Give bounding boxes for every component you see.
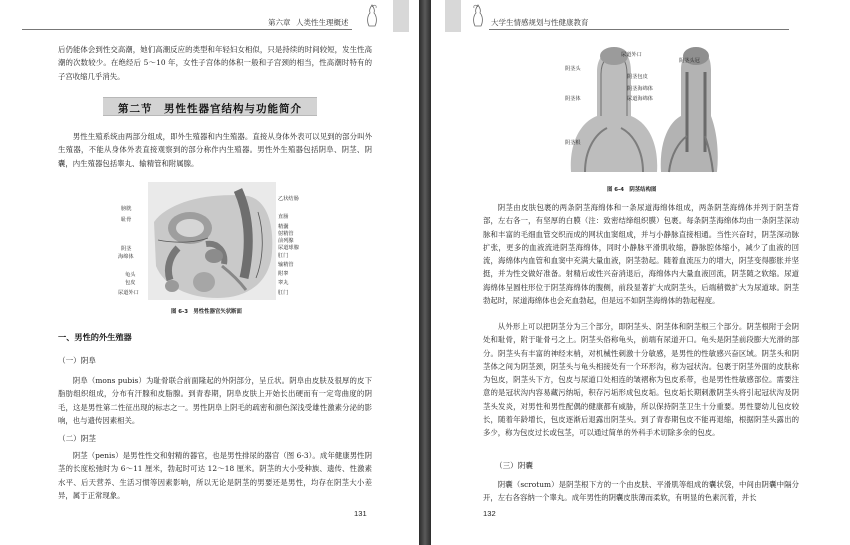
figure-label: 射精管 bbox=[278, 231, 294, 237]
figure-label: 尿道外口 bbox=[118, 290, 139, 296]
page-number: 132 bbox=[483, 509, 496, 518]
left-page bbox=[0, 0, 419, 545]
figure-label: 阴茎海绵体 bbox=[627, 86, 653, 92]
vase-icon bbox=[364, 4, 380, 30]
figure-label: 直肠 bbox=[278, 214, 289, 220]
right-page-header bbox=[431, 0, 850, 32]
figure-label: 阴茎头冠 bbox=[679, 58, 700, 64]
book-gutter bbox=[419, 0, 431, 545]
figure-label: 附睾 bbox=[278, 271, 289, 277]
left-page-header bbox=[0, 0, 419, 32]
header-rule bbox=[489, 29, 789, 30]
figure-label: 膀胱 bbox=[121, 206, 132, 212]
figure-label: 乙状结肠 bbox=[278, 196, 299, 202]
heading-level-2: （一）阴阜 bbox=[58, 356, 96, 365]
page-number: 131 bbox=[354, 509, 367, 518]
figure-label: 尿道球腺 bbox=[278, 245, 299, 251]
figure-label: 阴茎头 bbox=[565, 66, 581, 72]
figure-label: 耻骨 bbox=[121, 217, 132, 223]
chapter-tab bbox=[393, 0, 409, 32]
figure-label: 肛门 bbox=[278, 290, 289, 296]
figure-label: 阴茎根 bbox=[565, 140, 581, 146]
figure-caption: 图 6-4 阴茎结构图 bbox=[607, 187, 657, 193]
chapter-title: 人类性生理概述 bbox=[296, 18, 349, 27]
figure-label: 龟头 bbox=[125, 272, 136, 278]
heading-level-2: （二）阴茎 bbox=[58, 434, 96, 443]
figure-label: 阴茎体 bbox=[565, 96, 581, 102]
figure-label: 阴茎 bbox=[121, 246, 132, 252]
book-title: 大学生情感规划与性健康教育 bbox=[491, 18, 589, 27]
section-title: 第二节 男性性器官结构与功能简介 bbox=[118, 103, 302, 115]
paragraph: 阴阜（mons pubis）为耻骨联合前面隆起的外阴部分，呈丘状。阴阜由皮肤及很厚的皮下脂肪组织组成，分布有汗腺和皮脂腺。到青春期，阴阜皮肤上开始长出硬而有一定弯曲度的阴毛，这是男性第二性征出现的标志之一。男性阴阜上阴毛的疏密和颜色深浅受雄性激素分泌的影响，也与遗传因素相关。 bbox=[58, 376, 372, 425]
vase-icon bbox=[470, 4, 486, 30]
paragraph: 阴囊（scrotum）是阴茎根下方的一个由皮肤、平滑肌等组成的囊状袋，中间由阴囊中隔分开，左右各容纳一个睾丸。成年男性的阴囊皮肤薄而柔软，有明显的色素沉着，并长 bbox=[483, 480, 799, 503]
right-page bbox=[431, 0, 850, 545]
figure-label: 尿道海绵体 bbox=[627, 96, 653, 102]
section-banner bbox=[103, 97, 317, 116]
paragraph: 阴茎（penis）是男性性交和射精的器官，也是男性排尿的器官（图 6-3）。成年健康男性阴茎的长度松弛时为 6～11 厘米，勃起时可达 12～18 厘米。阴茎的大小受种族、遗传、性激素水平、后天营养、生活习惯等因素影响，所以无论是阴茎的男要还是男性，均存在阴茎大小差异，属于正常现象。 bbox=[58, 451, 372, 500]
figure-label: 输精管 bbox=[278, 262, 294, 268]
paragraph: 后仍能体会到性交高潮，她们高潮反应的类型和年轻妇女相似，只是持续的时间较短，发生性高潮的次数较少。在绝经后 5～10 年，女性子宫体的体积一般和子宫颈的相当，性高潮时特有的子宫收缩几乎消失。 bbox=[58, 45, 372, 81]
figure-label: 海绵体 bbox=[118, 254, 134, 260]
figure-label: 包皮 bbox=[125, 280, 136, 286]
figure-label: 前列腺 bbox=[278, 238, 294, 244]
figure-label: 精囊 bbox=[278, 224, 289, 230]
paragraph: 阴茎由皮肤包裹的两条阴茎海绵体和一条尿道海绵体组成，两条阴茎海绵体并列于阴茎背部，左右各一，有坚厚的白膜（注：致密结缔组织膜）包裹。每条阴茎海绵体均由一条阴茎深动脉和丰富的毛细血管交织而成的网状血窦组成，并与小静脉直接相通。当性兴奋时，阴茎深动脉扩张，更多的血液流进阴茎海绵体，同时小静脉平滑肌收缩，静脉腔体缩小，减少了血液的回流，海绵体内血管和血窦中充满大量血液，阴茎勃起。随着血流压力的增大，阴茎变得膨胀并坚挺，并为性交做好准备。射精后或性兴奋消退后，海绵体内大量血液回流，阴茎随之软缩。尿道海绵体呈圆柱形位于阴茎海绵体的腹侧，前段显著扩大成阴茎头，后端稍微扩大为尿道球。阴茎勃起时，尿道海绵体也会充血勃起，但是远不如阴茎海绵体的勃起程度。 bbox=[483, 203, 799, 306]
paragraph: 从外形上可以把阴茎分为三个部分，即阴茎头、阴茎体和阴茎根三个部分。阴茎根附于会阴处和耻骨，附于耻骨弓之上。阴茎头俗称龟头，前端有尿道开口。龟头是阴茎前段膨大光滑的部分。阴茎头有丰富的神经末梢，对机械性刺激十分敏感，是男性的性敏感兴奋区域。阴茎头和阴茎体之间为阴茎颈，阴茎头与龟头相接处有一个环形沟，称为冠状沟。包裹于阴茎外面的皮肤称为包皮，阴茎头下方，包皮与尿道口处相连的皱褶称为包皮系带，也是男性性敏感部位。需要注意的是冠状沟内容易藏污纳垢，积存污垢形成包皮垢。包皮垢长期刺激阴茎头将引起冠状沟及阴茎头发炎，对男性和男性配偶的健康都有威胁，所以保持阴茎卫生十分重要。男性婴幼儿包皮较长，随着年龄增长，包皮逐渐后退露出阴茎头。到了青春期包皮不能再退缩，根据阴茎头露出的多少，称为包皮过长或包茎，可以通过简单的外科手术切除多余的包皮。 bbox=[483, 322, 799, 438]
header-rule bbox=[22, 29, 352, 30]
paragraph: 男性生殖系统由两部分组成，即外生殖器和内生殖器。直接从身体外表可以见到的部分叫外生殖器，不能从身体外表直接观察到的部分称作内生殖器。男性外生殖器包括阴阜、阴茎、阴囊，内生殖器包括睾丸、输精管和附属腺。 bbox=[58, 132, 372, 168]
heading-level-1: 一、男性的外生殖器 bbox=[58, 332, 132, 342]
figure-caption: 图 6-3 男性性器官矢状断面 bbox=[171, 309, 242, 315]
figure-label: 肛门 bbox=[278, 253, 289, 259]
chapter-tab bbox=[445, 0, 461, 32]
figure-label: 阴茎包皮 bbox=[627, 74, 648, 80]
sagittal-section-illustration bbox=[148, 182, 276, 300]
chapter-number: 第六章 bbox=[268, 18, 291, 27]
heading-level-2: （三）阴囊 bbox=[495, 461, 533, 470]
figure-label: 睾丸 bbox=[278, 280, 289, 286]
figure-label: 尿道外口 bbox=[621, 52, 642, 58]
